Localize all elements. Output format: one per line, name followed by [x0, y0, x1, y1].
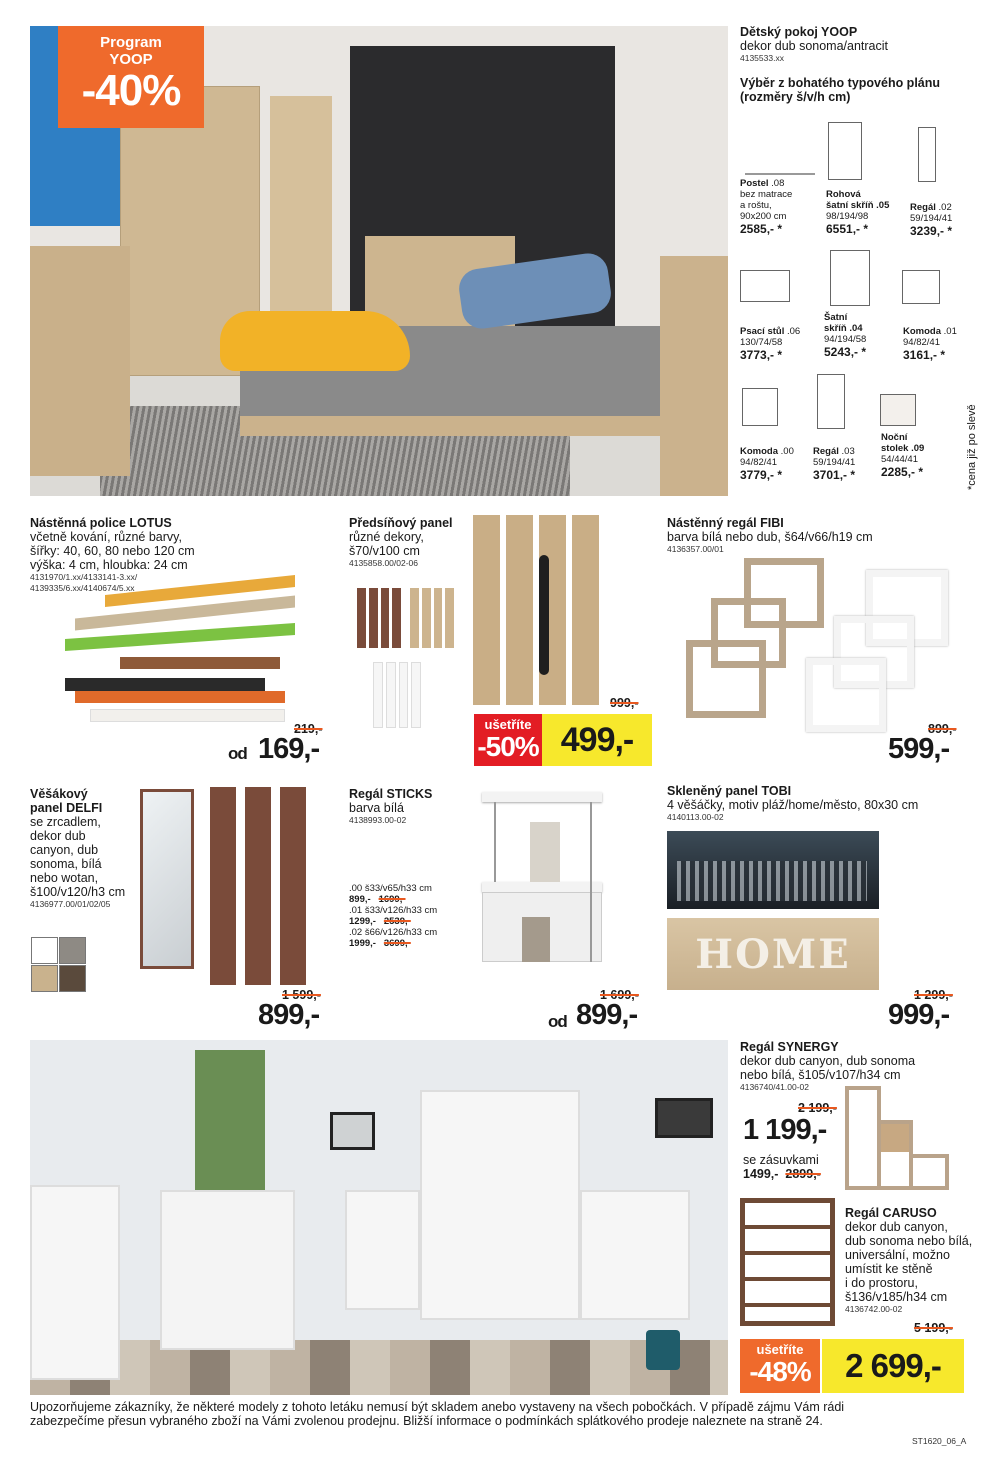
panel-thumb [357, 588, 401, 648]
price: 499,- [542, 714, 652, 766]
yoop-item: Rohová šatní skříň .05 98/194/98 6551,- * [826, 189, 890, 236]
yoop-item: Postel .08 bez matrace a roštu, 90x200 cm 2585,- * [740, 178, 793, 236]
home-text: HOME [695, 930, 851, 978]
color-swatch-grey[interactable] [59, 937, 86, 964]
old-price: 1 299,- [914, 988, 953, 1002]
save-badge: ušetříte -50% [474, 714, 542, 766]
price: 169,- [258, 733, 320, 765]
caruso-photo [740, 1198, 835, 1326]
chest-icon [742, 388, 778, 426]
yoop-item: Psací stůl .06 130/74/58 3773,- * [740, 326, 801, 362]
synergy-drawers: se zásuvkami 1499,- 2899,- [743, 1153, 821, 1181]
umbrella [539, 555, 549, 675]
synergy-info: Regál SYNERGY dekor dub canyon, dub sonoma nebo bílá, š105/v107/h34 cm 4136740/41.00-02 [740, 1040, 916, 1092]
price-prefix: od [228, 744, 247, 763]
price: 2 699,- [822, 1339, 964, 1393]
tobi-home-panel [667, 918, 879, 990]
footer-note: Upozorňujeme zákazníky, že některé modely z tohoto letáku nemusí být skladem anebo vystaveny na všech pobočkách. V případě zájmu Vám rádi zabezpečíme přesun vybraného zboží na Vámi zvolenou prodejnu. Bližší informace o podmínkách splátkového prodeje naleznete na straně 24. [30, 1400, 845, 1428]
chest-icon [902, 270, 940, 304]
old-price: 999,- [610, 696, 639, 710]
color-swatch-wotan[interactable] [59, 965, 86, 992]
synergy-photo [845, 1086, 949, 1190]
yoop-info: Dětský pokoj YOOP dekor dub sonoma/antracit 4135533.xx Výběr z bohatého typového plánu (rozměry š/v/h cm) [740, 25, 980, 104]
delfi-photo [140, 787, 335, 985]
old-price: 5 199,- [914, 1321, 953, 1335]
corner-wardrobe-icon [828, 122, 862, 180]
tobi-city-panel [667, 831, 879, 909]
yoop-item: Regál .02 59/194/41 3239,- * [910, 202, 953, 238]
side-note: *cena již po slevě [966, 404, 978, 490]
bed-icon [745, 127, 815, 175]
price: 999,- [888, 999, 950, 1031]
nightstand-icon [880, 394, 916, 426]
fibi-photo [686, 558, 956, 733]
lotus-info: Nástěnná police LOTUS včetně kování, různé barvy, šířky: 40, 60, 80 nebo 120 cm výška: 4 cm, hloubka: 24 cm 4131970/1.xx/4133141-3.xx/ 4139335/6.xx/4140674/5.xx [30, 516, 195, 593]
old-price: 2 199,- [798, 1101, 837, 1115]
discount-badge: Program YOOP -40% [58, 26, 204, 128]
lotus-shelves-photo [55, 585, 305, 735]
yoop-item: Noční stolek .09 54/44/41 2285,- * [881, 432, 925, 479]
save-badge: ušetříte -48% [740, 1339, 820, 1393]
desk-icon [740, 270, 790, 302]
delfi-info: Věšákový panel DELFI se zrcadlem, dekor dub canyon, dub sonoma, bílá nebo wotan, š100/v120/h3 cm 4136977.00/01/02/05 [30, 787, 126, 909]
shelf-icon [918, 127, 936, 182]
fibi-info: Nástěnný regál FIBI barva bílá nebo dub, š64/v66/h19 cm 4136357.00/01 [667, 516, 873, 554]
price: 899,- [258, 999, 320, 1031]
price: 599,- [888, 733, 950, 765]
panel-thumb [410, 588, 454, 648]
yoop-item: Regál .03 59/194/41 3701,- * [813, 446, 856, 482]
old-price: 899,- [928, 722, 957, 736]
sticks-photo [482, 792, 602, 972]
old-price: 1 599,- [282, 988, 321, 1002]
sticks-variants: .00 š33/v65/h33 cm 899,- 1699,- .01 š33/v126/h33 cm 1299,- 2539,- .02 š66/v126/h33 cm 1999,- 3699,- [349, 883, 438, 949]
panel-info: Předsíňový panel různé dekory, š70/v100 cm 4135858.00/02-06 [349, 516, 453, 568]
price: 899,- [576, 999, 638, 1031]
panel-thumb [373, 662, 421, 728]
old-price: 1 699,- [600, 988, 639, 1002]
yoop-item: Komoda .00 94/82/41 3779,- * [740, 446, 794, 482]
page-code: ST1620_06_A [912, 1436, 967, 1446]
shelf-icon [817, 374, 845, 429]
living-room-photo [30, 1040, 728, 1395]
price-prefix: od [548, 1012, 567, 1031]
color-swatch-white[interactable] [31, 937, 58, 964]
caruso-info: Regál CARUSO dekor dub canyon, dub sonoma nebo bílá, universální, možno umístit ke stěně i do prostoru, š136/v185/h34 cm 4136742.00-02 [845, 1206, 973, 1314]
yoop-item: Komoda .01 94/82/41 3161,- * [903, 326, 957, 362]
tobi-info: Skleněný panel TOBI 4 věšáčky, motiv pláž/home/město, 80x30 cm 4140113.00-02 [667, 784, 919, 822]
panel-photo [473, 515, 599, 705]
sticks-info: Regál STICKS barva bílá 4138993.00-02 [349, 787, 433, 825]
wardrobe-icon [830, 250, 870, 306]
color-swatch-oak[interactable] [31, 965, 58, 992]
price: 1 199,- [743, 1114, 827, 1146]
product-title: Dětský pokoj YOOP [740, 25, 858, 39]
yoop-item: Šatní skříň .04 94/194/58 5243,- * [824, 312, 867, 359]
yoop-items [740, 122, 970, 492]
old-price: 219,- [294, 722, 323, 736]
